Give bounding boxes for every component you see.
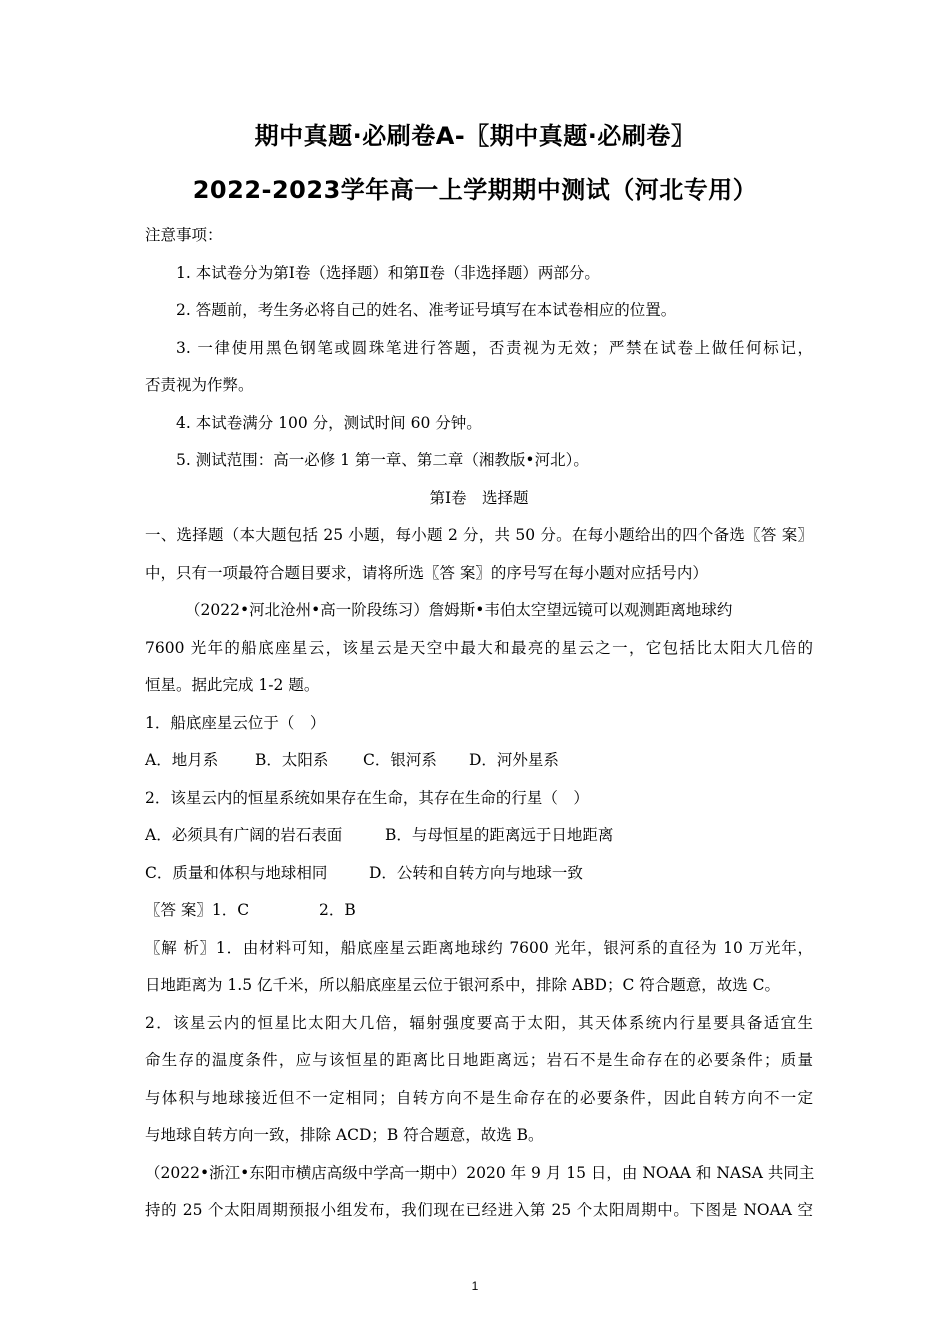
- section-title: 第Ⅰ卷 选择题: [429, 488, 529, 507]
- option-a: A．必须具有广阔的岩石表面: [145, 826, 343, 844]
- notice-item: 4. 本试卷满分 100 分，测试时间 60 分钟。: [176, 413, 482, 432]
- option-d: D．河外星系: [469, 751, 559, 769]
- material-text: 恒星。据此完成 1-2 题。: [145, 676, 320, 694]
- question-2-options-row-1: [145, 817, 813, 855]
- option-c: C．银河系: [363, 751, 437, 769]
- analysis-text: 2．该星云内的恒星比太阳大几倍，辐射强度要高于太阳，其天体系统内行星要具备适宜生: [145, 1013, 813, 1032]
- material-text: （2022•浙江•东阳市横店高级中学高一期中）2020 年 9 月 15 日，由 NOAA 和 NASA 共同主: [145, 1163, 815, 1182]
- title-line-1: 期中真题·必刷卷A-〖期中真题·必刷卷〗: [254, 122, 696, 150]
- option-d: D．公转和自转方向与地球一致: [369, 863, 583, 882]
- option-b: B．太阳系: [255, 751, 329, 769]
- analysis-text: 与地球自转方向一致，排除 ACD；B 符合题意，故选 B。: [145, 1126, 544, 1144]
- notice-item-continued: 否责视为作弊。: [145, 376, 254, 394]
- question-1-stem: 1．船底座星云位于（ ）: [145, 713, 326, 732]
- question-2-options-row-2: [145, 855, 813, 893]
- question-1-options: [145, 742, 813, 780]
- title-line-2: 2022-2023学年高一上学期期中测试（河北专用）: [192, 176, 758, 204]
- answer-line: [145, 892, 813, 930]
- answer-second: 2．B: [319, 901, 356, 919]
- material-text: 持的 25 个太阳周期预报小组发布，我们现在已经进入第 25 个太阳周期中。下图是 NOAA 空: [145, 1201, 813, 1219]
- analysis-text: 命生存的温度条件，应与该恒星的距离比日地距离远；岩石不是生命存在的必要条件；质量: [145, 1051, 813, 1069]
- notice-heading: 注意事项：: [145, 226, 223, 244]
- section-intro: 中，只有一项最符合题目要求，请将所选〖答 案〗的序号写在每小题对应括号内）: [145, 563, 708, 582]
- analysis-text: 与体积与地球接近但不一定相同；自转方向不是生命存在的必要条件，因此自转方向不一定: [145, 1088, 813, 1107]
- document-body: [145, 217, 813, 1230]
- option-a: A．地月系: [145, 751, 219, 769]
- option-c: C．质量和体积与地球相同: [145, 863, 328, 882]
- page-number: 1: [471, 1279, 479, 1293]
- analysis-text: 〖解 析〗1．由材料可知，船底座星云距离地球约 7600 光年，银河系的直径为 10 万光年，: [145, 938, 813, 957]
- material-text: （2022•河北沧州•高一阶段练习）詹姆斯•韦伯太空望远镜可以观测距离地球约: [185, 601, 733, 619]
- analysis-text: 日地距离为 1.5 亿千米，所以船底座星云位于银河系中，排除 ABD；C 符合题意，故选 C。: [145, 976, 781, 994]
- material-text: 7600 光年的船底座星云，该星云是天空中最大和最亮的星云之一，它包括比太阳大几倍的: [145, 638, 813, 657]
- option-b: B．与母恒星的距离远于日地距离: [385, 826, 614, 844]
- answer-label: 〖答 案〗1．C: [145, 901, 250, 919]
- notice-item: 5. 测试范围：高一必修 1 第一章、第二章（湘教版•河北）。: [176, 451, 589, 469]
- notice-item: 1. 本试卷分为第Ⅰ卷（选择题）和第Ⅱ卷（非选择题）两部分。: [176, 263, 600, 282]
- section-intro: 一、选择题（本大题包括 25 小题，每小题 2 分，共 50 分。在每小题给出的四个备选〖答 案〗: [145, 526, 813, 544]
- notice-item: 3. 一律使用黑色钢笔或圆珠笔进行答题，否责视为无效；严禁在试卷上做任何标记，: [176, 338, 813, 357]
- notice-item: 2. 答题前，考生务必将自己的姓名、准考证号填写在本试卷相应的位置。: [176, 301, 677, 319]
- question-2-stem: 2．该星云内的恒星系统如果存在生命，其存在生命的行星（ ）: [145, 788, 589, 807]
